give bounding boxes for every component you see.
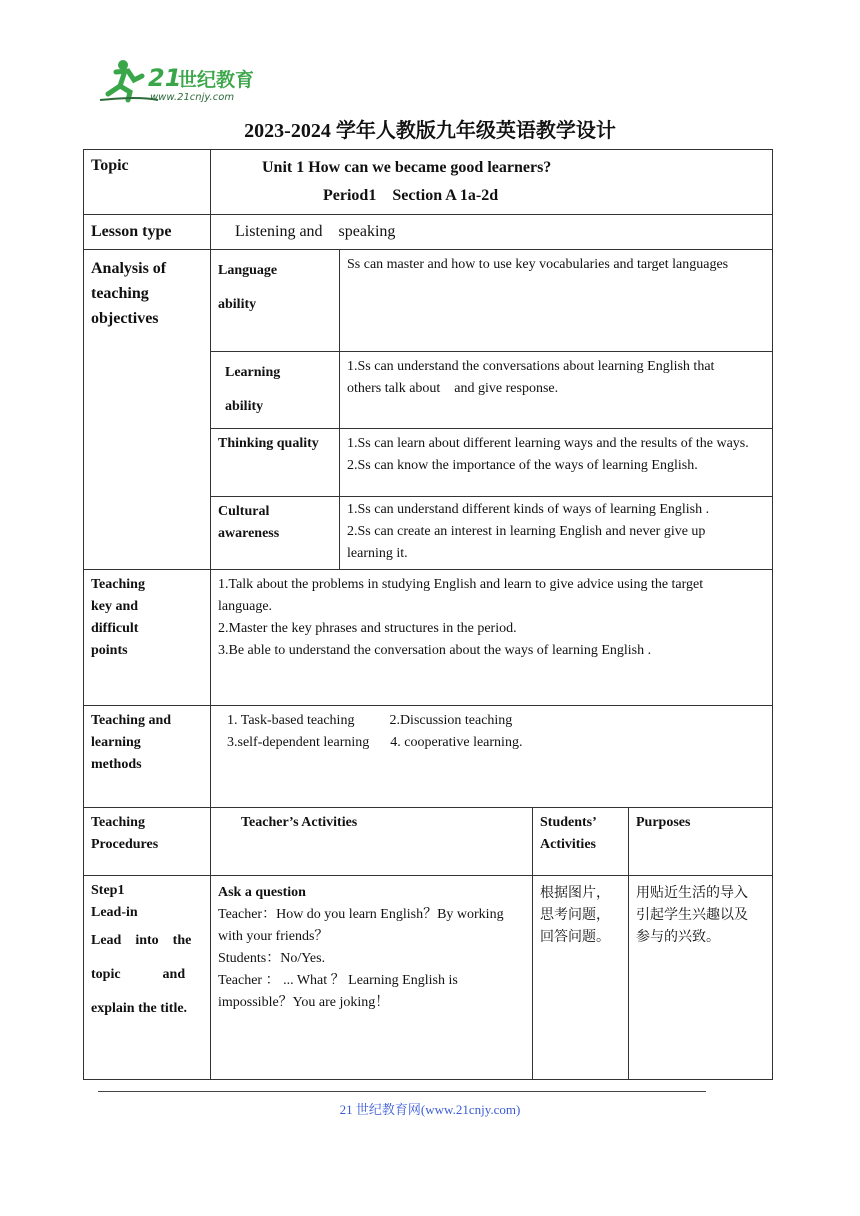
objective-line: 1.Ss can learn about different learning ways and the results of the ways. [347, 436, 749, 451]
dialogue-line: Students：No/Yes. [218, 951, 326, 966]
lesson-type-label: Lesson type [84, 215, 211, 250]
table-row-procedures-header [84, 808, 773, 876]
section-label-line: methods [91, 757, 142, 772]
header-line: Students’ [540, 815, 597, 830]
section-label-line: Teaching and [91, 713, 172, 728]
purpose-line: 用贴近生活的导入 [636, 885, 748, 901]
header-line: Activities [540, 837, 596, 852]
objective-line: 1.Ss can understand the conversations about learning English that [347, 359, 715, 374]
student-activity-line: 回答问题。 [540, 929, 610, 945]
student-activity-line: 根据图片， [540, 885, 610, 901]
key-points-label [84, 570, 211, 706]
learning-ability-text [340, 352, 773, 429]
svg-text:www.21cnjy.com: www.21cnjy.com [150, 92, 235, 103]
thinking-quality-label [211, 429, 340, 497]
step-desc-line: explain the title. [91, 1001, 188, 1016]
key-point-line: 3.Be able to understand the conversation about the ways of learning English . [218, 643, 652, 658]
dialogue-line: with your friends？ [218, 929, 329, 944]
table-row-lesson-type [84, 215, 773, 250]
analysis-label-line: Analysis of [91, 260, 167, 277]
section-label-line: Teaching [91, 815, 145, 830]
objective-line: others talk about and give response. [347, 381, 559, 396]
step1-purposes [629, 876, 773, 1080]
column-header-teacher: Teacher’s Activities [211, 808, 533, 876]
methods-text [211, 706, 773, 808]
table-row-language-ability [84, 250, 773, 352]
lesson-type-value: Listening and speaking [211, 215, 773, 250]
step-label-line: Lead-in [91, 905, 138, 920]
section-label-line: Teaching [91, 577, 145, 592]
key-point-line: 2.Master the key phrases and structures in the period. [218, 621, 517, 636]
cultural-awareness-text [340, 497, 773, 570]
table-row-key-points [84, 570, 773, 706]
analysis-label-line: objectives [91, 310, 159, 327]
purpose-line: 参与的兴致。 [636, 929, 720, 945]
key-point-line: language. [218, 599, 273, 614]
section-label-line: learning [91, 735, 141, 750]
step1-label [84, 876, 211, 1080]
sub-label-line: ability [225, 399, 264, 414]
dialogue-line: impossible？You are joking！ [218, 995, 390, 1010]
topic-label: Topic [84, 150, 211, 215]
objective-line: 2.Ss can know the importance of the ways of learning English. [347, 458, 698, 473]
table-row-topic [84, 150, 773, 215]
analysis-label [84, 250, 211, 570]
objective-line: 2.Ss can create an interest in learning English and never give up [347, 524, 706, 539]
objective-line: learning it. [347, 546, 408, 561]
step-label-line: Step1 [91, 883, 125, 898]
key-point-line: 1.Talk about the problems in studying English and learn to give advice using the target [218, 577, 704, 592]
svg-text:世纪教育: 世纪教育 [178, 69, 255, 91]
dialogue-line: Teacher ： ... What ？ Learning English is [218, 973, 458, 988]
dialogue-line: Teacher：How do you learn English？By working [218, 907, 504, 922]
analysis-label-line: teaching [91, 285, 149, 302]
table-row-step1 [84, 876, 773, 1080]
step1-teacher-activities [211, 876, 533, 1080]
thinking-quality-text [340, 429, 773, 497]
objective-line: 1.Ss can understand different kinds of ways of learning English . [347, 502, 710, 517]
topic-title: Unit 1 How can we became good learners? [262, 159, 552, 176]
column-header-purposes: Purposes [629, 808, 773, 876]
language-ability-label [211, 250, 340, 352]
footer-link[interactable]: 21 世纪教育网(www.21cnjy.com) [339, 1102, 521, 1117]
table-row-methods [84, 706, 773, 808]
procedures-label [84, 808, 211, 876]
runner-logo-icon [98, 56, 268, 104]
purpose-line: 引起学生兴趣以及 [636, 907, 748, 923]
sub-label-line: Thinking quality [218, 436, 319, 451]
section-label-line: points [91, 643, 128, 658]
footer-divider [98, 1091, 706, 1092]
section-label-line: difficult [91, 621, 139, 636]
sub-label-line: Cultural [218, 504, 270, 519]
language-ability-text [340, 250, 773, 352]
site-logo [98, 56, 268, 104]
cultural-awareness-label [211, 497, 340, 570]
topic-value [211, 150, 773, 215]
method-line: 3.self-dependent learning 4. cooperative learning. [227, 735, 523, 750]
topic-period: Period1 Section A 1a-2d [323, 187, 499, 204]
sub-label-line: ability [218, 297, 257, 312]
sub-label-line: Language [218, 263, 278, 278]
student-activity-line: 思考问题， [540, 907, 610, 923]
methods-label [84, 706, 211, 808]
column-header-students [533, 808, 629, 876]
learning-ability-label [211, 352, 340, 429]
activity-heading: Ask a question [218, 885, 306, 900]
key-points-text [211, 570, 773, 706]
step-desc-line: topic and [91, 967, 186, 982]
sub-label-line: Learning [225, 365, 281, 380]
sub-label-line: awareness [218, 526, 280, 541]
svg-text:21: 21 [148, 64, 182, 92]
document-title: 2023-2024 学年人教版九年级英语教学设计 [244, 120, 616, 142]
section-label-line: Procedures [91, 837, 159, 852]
lesson-plan-table [83, 149, 773, 1080]
method-line: 1. Task-based teaching 2.Discussion teaching [227, 713, 513, 728]
objective-line: Ss can master and how to use key vocabularies and target languages [347, 257, 729, 272]
step-desc-line: Lead into the [91, 933, 192, 948]
section-label-line: key and [91, 599, 139, 614]
step1-students-activities [533, 876, 629, 1080]
